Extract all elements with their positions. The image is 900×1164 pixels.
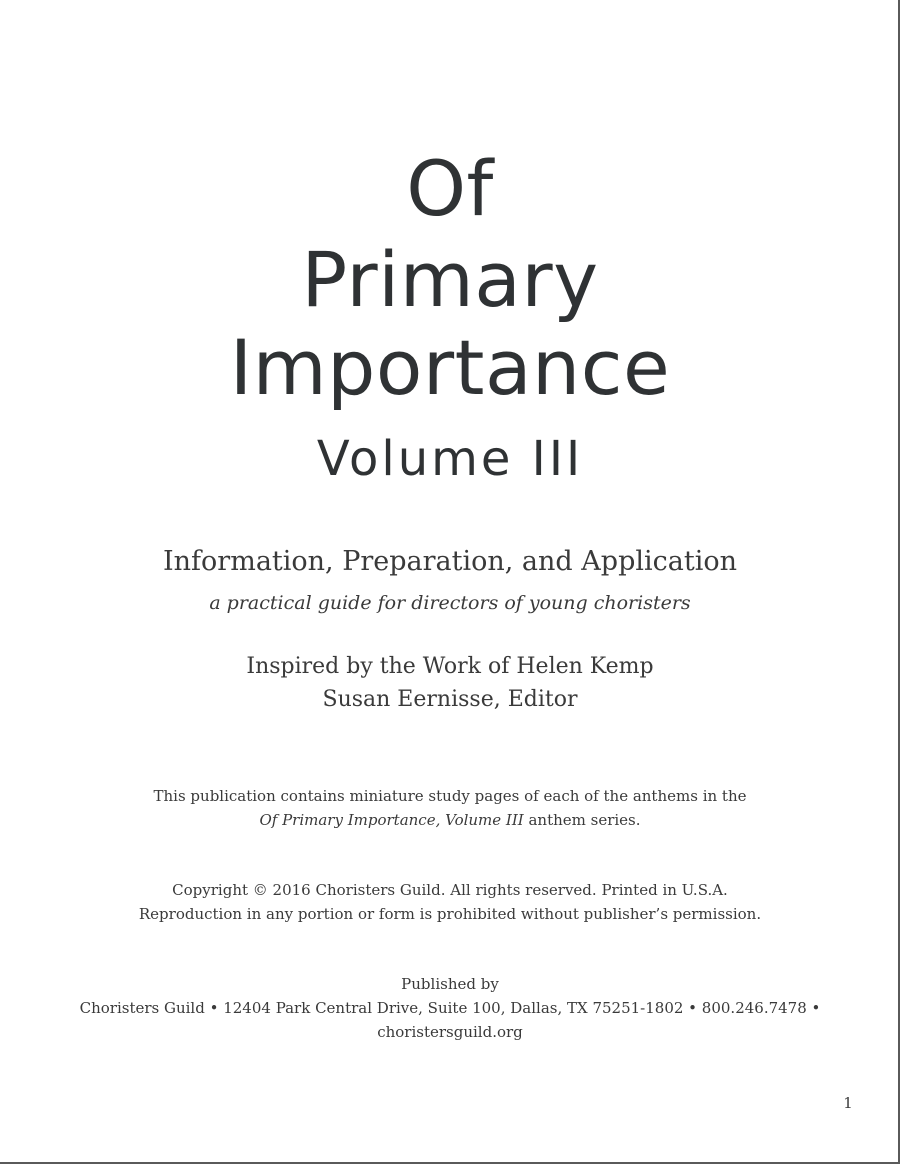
- subtitle: Information, Preparation, and Application: [163, 546, 737, 577]
- copyright-line-1: Copyright © 2016 Choristers Guild. All rights reserved. Printed in U.S.A.: [172, 881, 728, 899]
- tagline: a practical guide for directors of young choristers: [209, 592, 691, 614]
- publication-note-line-2: [0, 808, 900, 832]
- editor-credit: Susan Eernisse, Editor: [322, 687, 578, 712]
- volume-label: Volume III: [316, 431, 584, 487]
- page-number: 1: [843, 1094, 853, 1112]
- title-line-primary: Primary: [301, 235, 599, 324]
- publication-note-line-1: This publication contains miniature study pages of each of the anthems in the: [153, 787, 747, 805]
- publisher-website: choristersguild.org: [377, 1023, 523, 1041]
- title-line-of: Of: [406, 144, 494, 233]
- copyright-line-2: Reproduction in any portion or form is prohibited without publisher’s permission.: [138, 905, 762, 923]
- title-line-importance: Importance: [229, 323, 671, 412]
- series-title: Of Primary Importance, Volume III: [259, 811, 524, 829]
- published-by-label: Published by: [401, 975, 499, 993]
- inspired-by-credit: Inspired by the Work of Helen Kemp: [246, 654, 654, 679]
- series-suffix: anthem series.: [523, 811, 641, 829]
- publisher-address: Choristers Guild • 12404 Park Central Drive, Suite 100, Dallas, TX 75251-1802 • 800.246.7478 •: [79, 999, 821, 1017]
